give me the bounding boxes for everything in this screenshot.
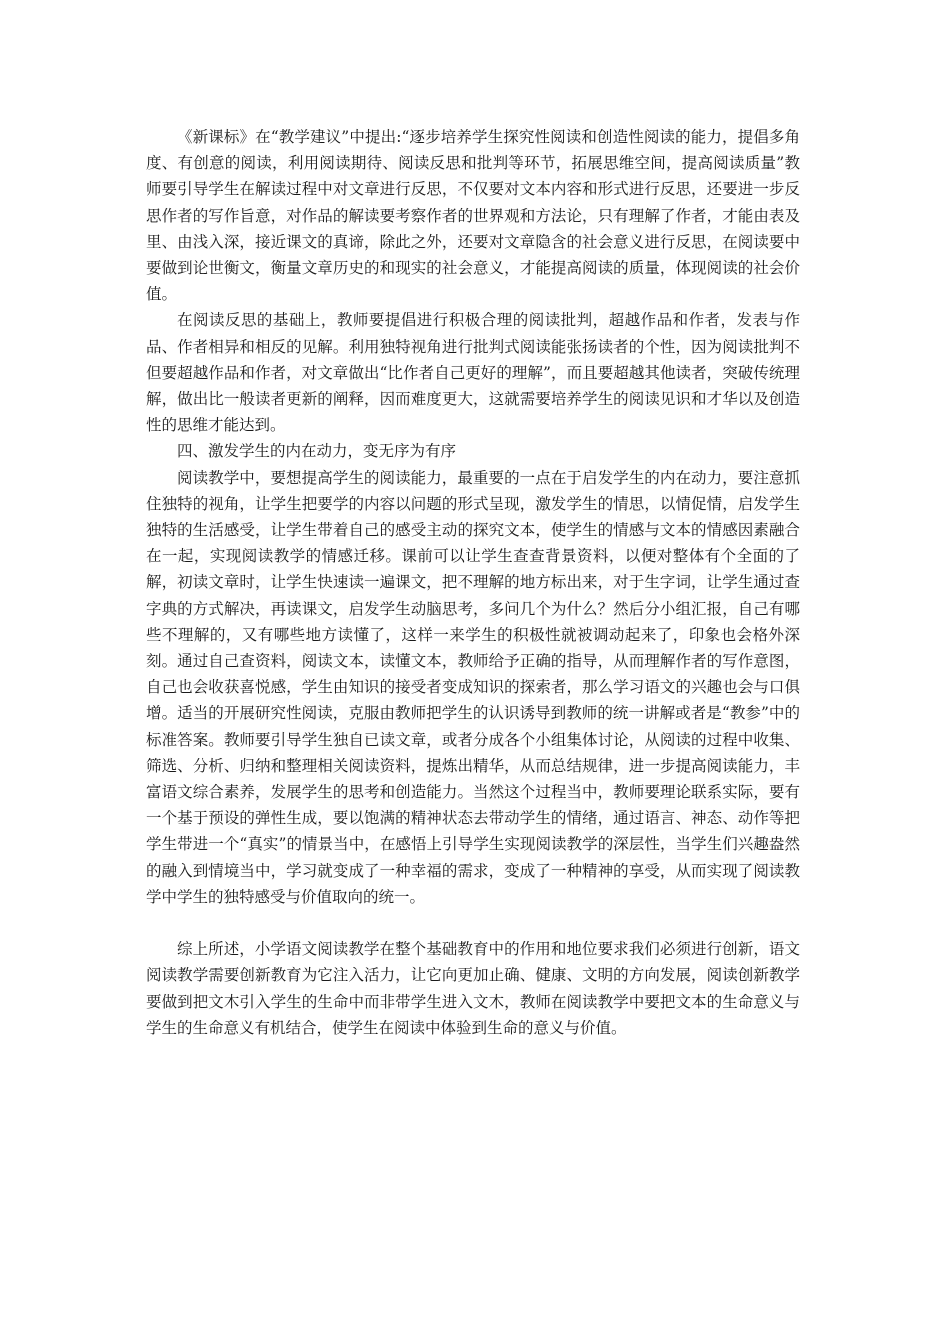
paragraph-curriculum-standard: 《新课标》在“教学建议”中提出:“逐步培养学生探究性阅读和创造性阅读的能力，提倡多角度、有创意的阅读，利用阅读期待、阅读反思和批判等环节，拓展思维空间，提高阅读质量”教师要引导学生在解读过程中对文章进行反思，不仅要对文本内容和形式进行反思，还要进一步反思作者的写作旨意，对作品的解读要考察作者的世界观和方法论，只有理解了作者，才能由表及里、由浅入深，接近课文的真谛，除此之外，还要对文章隐含的社会意义进行反思，在阅读要中要做到论世衡文，衡量文章历史的和现实的社会意义，才能提高阅读的质量，体现阅读的社会价值。 [146,128,800,304]
document-body [146,124,800,1041]
paragraph-inner-motivation: 阅读教学中，要想提高学生的阅读能力，最重要的一点在于启发学生的内在动力，要注意抓住独特的视角，让学生把要学的内容以问题的形式呈现，激发学生的情思，以情促情，启发学生独特的生活感受，让学生带着自己的感受主动的探究文本，使学生的情感与文本的情感因素融合在一起，实现阅读教学的情感迁移。课前可以让学生查查背景资料，以便对整体有个全面的了解，初读文章时，让学生快速读一遍课文，把不理解的地方标出来，对于生字词，让学生通过查字典的方式解决，再读课文，启发学生动脑思考，多问几个为什么？然后分小组汇报，自己有哪些不理解的，又有哪些地方读懂了，这样一来学生的积极性就被调动起来了，印象也会格外深刻。通过自己查资料，阅读文本，读懂文本，教师给予正确的指导，从而理解作者的写作意图，自己也会收获喜悦感，学生由知识的接受者变成知识的探索者，那么学习语文的兴趣也会与口俱增。适当的开展研究性阅读，克服由教师把学生的认识诱导到教师的统一讲解或者是“教参”中的标准答案。教师要引导学生独自已读文章，或者分成各个小组集体讨论，从阅读的过程中收集、筛选、分析、归纳和整理相关阅读资料，提炼出精华，从而总结规律，进一步提高阅读能力，丰富语文综合素养，发展学生的思考和创造能力。当然这个过程当中，教师要理论联系实际，要有一个基于预设的弹性生成，要以饱满的精神状态去带动学生的情绪，通过语言、神态、动作等把学生带进一个“真实”的情景当中，在感悟上引导学生实现阅读教学的深层性，当学生们兴趣盎然的融入到情境当中，学习就变成了一种幸福的需求，变成了一种精神的享受，从而实现了阅读教学中学生的独特感受与价值取向的统一。 [146,468,800,906]
paragraph-spacer [146,910,800,936]
paragraph-reading-critique: 在阅读反思的基础上，教师要提倡进行积极合理的阅读批判，超越作品和作者，发表与作品、作者相异和相反的见解。利用独特视角进行批判式阅读能张扬读者的个性，因为阅读批判不但要超越作品和作者，对文章做出“比作者自己更好的理解”，而且要超越其他读者，突破传统理解，做出比一般读者更新的阐释，因而难度更大，这就需要培养学生的阅读见识和才华以及创造性的思维才能达到。 [146,311,800,435]
section-heading-four: 四、激发学生的内在动力，变无序为有序 [177,442,457,461]
paragraph-conclusion: 综上所述，小学语文阅读教学在整个基础教育中的作用和地位要求我们必须进行创新，语文阅读教学需要创新教育为它注入活力，让它向更加止确、健康、文明的方向发展，阅读创新教学要做到把文木引入学生的生命中而非带学生进入文木，教师在阅读教学中要把文本的生命意义与学生的生命意义有机结合，使学生在阅读中体验到生命的意义与价值。 [146,940,800,1037]
